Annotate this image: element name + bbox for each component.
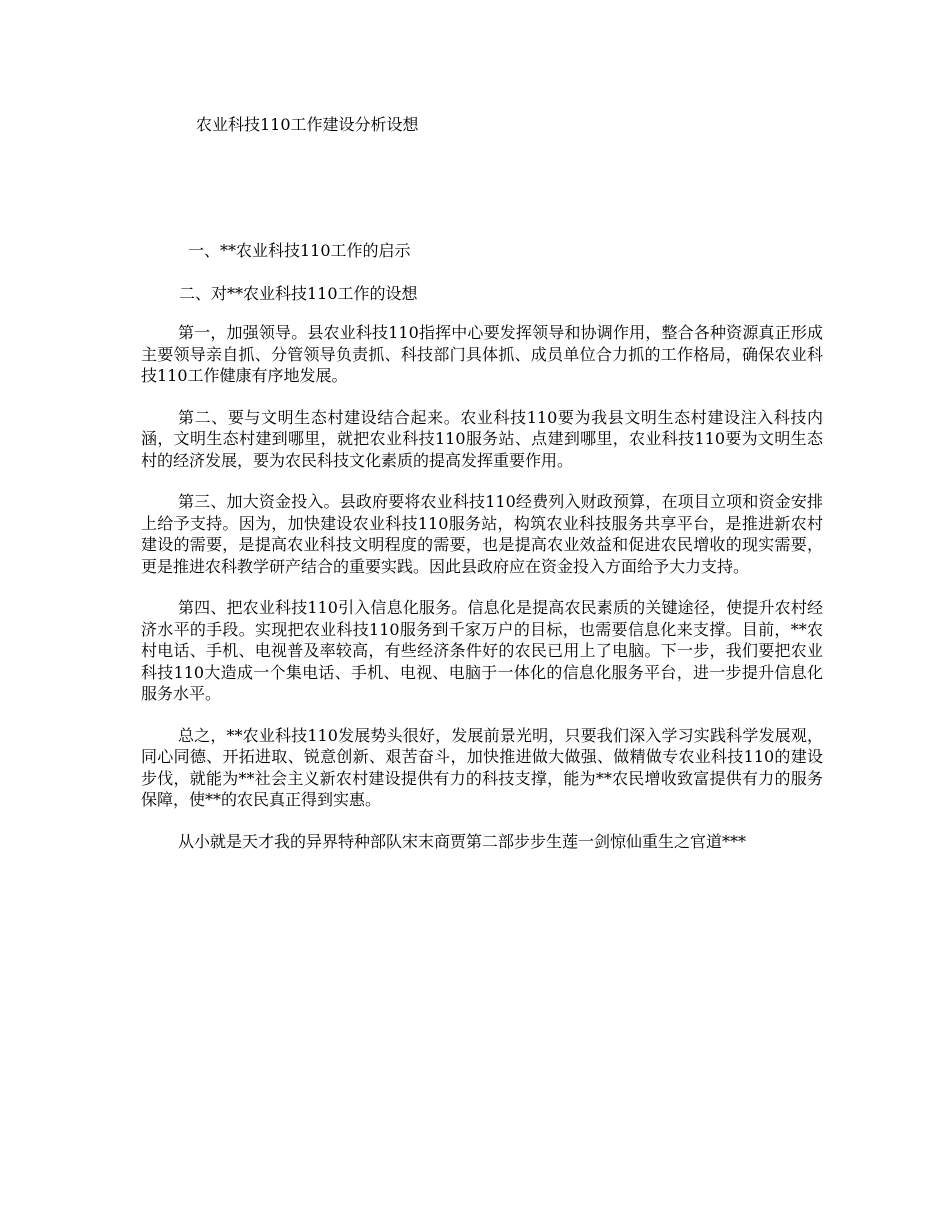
section-heading-2: 二、对**农业科技110工作的设想 [179, 284, 418, 303]
paragraph-4: 第四、把农业科技110引入信息化服务。信息化是提高农民素质的关键途径，使提升农村经济水平的手段。实现把农业科技110服务到千家万户的目标，也需要信息化来支撑。目前，**农村电话、手机、电视普及率较高，有些经济条件好的农民已用上了电脑。下一步，我们要把农业科技110大造成一个集电话、手机、电视、电脑于一体化的信息化服务平台，进一步提升信息化服务水平。 [141, 598, 823, 703]
paragraph-6: 从小就是天才我的异界特种部队宋末商贾第二部步步生莲一剑惊仙重生之官道*** [178, 831, 747, 851]
document-body [141, 322, 823, 872]
paragraph-1: 第一，加强领导。县农业科技110指挥中心要发挥领导和协调作用，整合各种资源真正形成主要领导亲自抓、分管领导负责抓、科技部门具体抓、成员单位合力抓的工作格局，确保农业科技110工作健康有序地发展。 [141, 323, 823, 385]
section-heading-1: 一、**农业科技110工作的启示 [188, 241, 411, 260]
document-title: 农业科技110工作建设分析设想 [196, 115, 419, 134]
paragraph-2: 第二、要与文明生态村建设结合起来。农业科技110要为我县文明生态村建设注入科技内涵，文明生态村建到哪里，就把农业科技110服务站、点建到哪里，农业科技110要为文明生态村的经济发展，要为农民科技文化素质的提高发挥重要作用。 [141, 407, 823, 470]
paragraph-3: 第三、加大资金投入。县政府要将农业科技110经费列入财政预算，在项目立项和资金安排上给予支持。因为，加快建设农业科技110服务站，构筑农业科技服务共享平台，是推进新农村建设的需要，是提高农业科技文明程度的需要，也是提高农业效益和促进农民增收的现实需要，更是推进农科教学研产结合的重要实践。因此县政府应在资金投入方面给予大力支持。 [141, 492, 823, 576]
paragraph-5: 总之，**农业科技110发展势头很好，发展前景光明，只要我们深入学习实践科学发展观，同心同德、开拓进取、锐意创新、艰苦奋斗，加快推进做大做强、做精做专农业科技110的建设步伐，就能为**社会主义新农村建设提供有力的科技支撑，能为**农民增收致富提供有力的服务保障，使**的农民真正得到实惠。 [141, 725, 823, 809]
